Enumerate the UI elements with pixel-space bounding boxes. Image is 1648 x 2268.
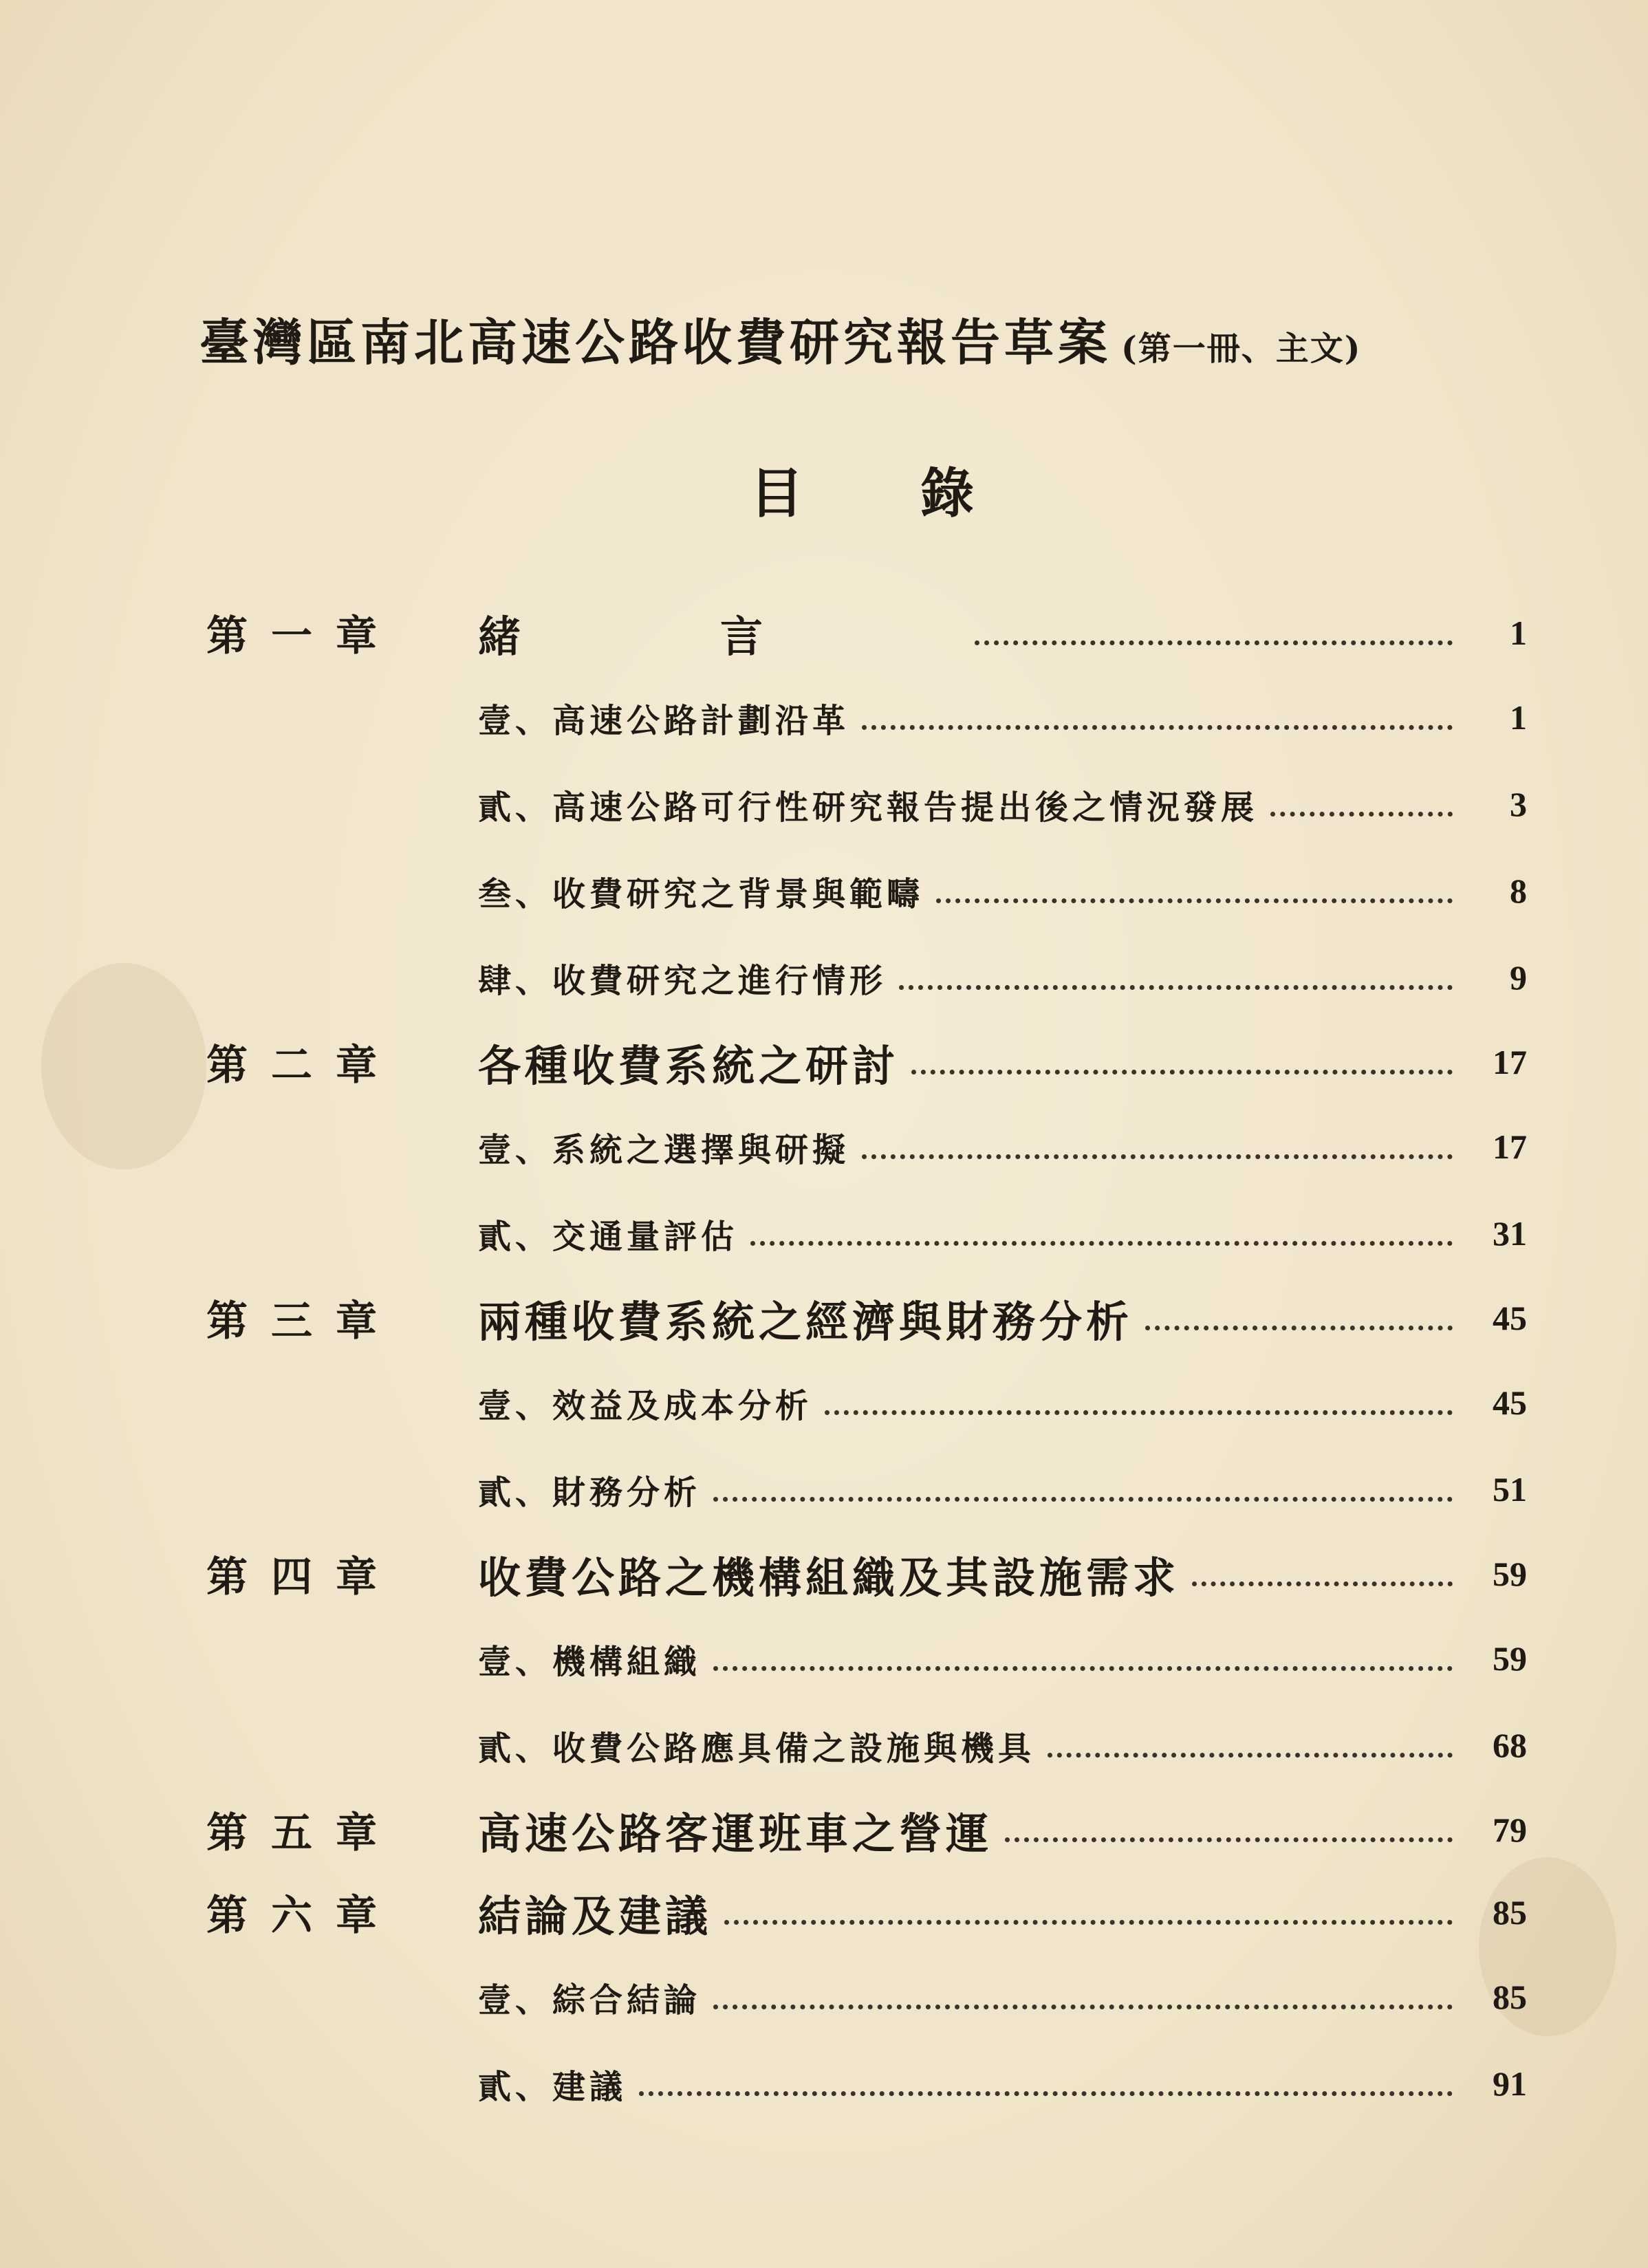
chapter-number: 第一章 [206, 612, 400, 660]
toc-entry-title: 壹、系統之選擇與研擬 [478, 1130, 850, 1169]
table-of-contents [206, 592, 1527, 2127]
dot-leader [1005, 1837, 1453, 1842]
page-number: 1 [1510, 698, 1527, 737]
toc-section-row [206, 934, 1527, 1021]
toc-entry [478, 1974, 1465, 2021]
page-number: 8 [1510, 872, 1527, 910]
toc-entry [478, 1123, 1465, 1171]
toc-entry-title: 貳、財務分析 [478, 1473, 702, 1512]
toc-entry-title: 貳、收費公路應具備之設施與機具 [478, 1729, 1036, 1768]
toc-entry-title: 貳、交通量評估 [478, 1217, 739, 1256]
page-number: 51 [1493, 1470, 1527, 1509]
page-number: 91 [1493, 2064, 1527, 2103]
toc-heading: 目錄 [750, 462, 1092, 525]
toc-entry-title: 收費公路之機構組織及其設施需求 [478, 1552, 1180, 1603]
page-number: 59 [1493, 1555, 1527, 1593]
page-number: 85 [1493, 1978, 1527, 2016]
toc-section-row [206, 2040, 1527, 2127]
dot-leader [639, 2091, 1453, 2096]
toc-section-row [206, 1615, 1527, 1702]
dot-leader [911, 1070, 1453, 1074]
toc-entry-title: 兩種收費系統之經濟與財務分析 [478, 1296, 1134, 1347]
dot-leader [713, 2005, 1453, 2009]
toc-entry-title: 各種收費系統之研討 [478, 1040, 900, 1091]
paper-stain [41, 963, 206, 1169]
dot-leader [936, 898, 1453, 903]
chapter-number: 第六章 [206, 1892, 400, 1940]
page-number: 17 [1493, 1127, 1527, 1166]
title-main: 臺灣區南北高速公路收費研究報告草案 [199, 313, 1112, 371]
toc-entry-title: 壹、綜合結論 [478, 1980, 702, 2020]
toc-entry [478, 1722, 1465, 1769]
toc-entry-title: 貳、高速公路可行性研究報告提出後之情況發展 [478, 788, 1259, 827]
document-title [199, 303, 1541, 374]
toc-entry-title: 壹、高速公路計劃沿革 [478, 701, 850, 740]
page-number: 1 [1510, 614, 1527, 652]
chapter-number: 第二章 [206, 1041, 400, 1090]
toc-section-row [206, 1359, 1527, 1446]
title-subtitle: (第一冊、主文) [1121, 330, 1362, 368]
toc-entry [478, 867, 1465, 915]
dot-leader [1192, 1581, 1453, 1586]
toc-section-row [206, 1190, 1527, 1277]
toc-entry-title: 貳、建議 [478, 2067, 627, 2106]
toc-section-row [206, 1702, 1527, 1789]
toc-entry [478, 1210, 1465, 1257]
chapter-number: 第五章 [206, 1809, 400, 1857]
page-number: 79 [1493, 1811, 1527, 1849]
toc-entry [478, 1882, 1465, 1943]
toc-entry [478, 1800, 1465, 1861]
page-number: 85 [1493, 1893, 1527, 1932]
dot-leader [862, 725, 1453, 730]
toc-entry [478, 1544, 1465, 1605]
toc-entry-title: 緒言 [478, 611, 963, 662]
chapter-number: 第三章 [206, 1297, 400, 1346]
toc-section-row [206, 847, 1527, 934]
toc-chapter-row [206, 1789, 1527, 1871]
dot-leader [825, 1410, 1453, 1415]
toc-entry [478, 2060, 1465, 2108]
dot-leader [750, 1241, 1453, 1246]
page-number: 45 [1493, 1383, 1527, 1422]
dot-leader [975, 640, 1453, 645]
toc-entry [478, 954, 1465, 1002]
toc-chapter-row [206, 1021, 1527, 1103]
dot-leader [1048, 1753, 1453, 1758]
toc-entry-title: 壹、機構組織 [478, 1642, 702, 1681]
toc-entry-title: 叁、收費研究之背景與範疇 [478, 874, 924, 914]
toc-entry-title: 肆、收費研究之進行情形 [478, 961, 887, 1000]
toc-entry [478, 781, 1465, 828]
page-number: 59 [1493, 1639, 1527, 1678]
dot-leader [862, 1154, 1453, 1159]
dot-leader [724, 1920, 1453, 1925]
toc-chapter-row [206, 592, 1527, 674]
toc-entry [478, 694, 1465, 742]
dot-leader [1270, 812, 1453, 817]
dot-leader [1145, 1326, 1453, 1330]
toc-entry [478, 1466, 1465, 1513]
toc-entry [478, 1379, 1465, 1427]
dot-leader [899, 985, 1453, 990]
toc-section-row [206, 674, 1527, 761]
toc-entry [478, 1032, 1465, 1093]
toc-section-row [206, 1446, 1527, 1533]
toc-chapter-row [206, 1871, 1527, 1954]
chapter-number: 第四章 [206, 1553, 400, 1601]
toc-section-row [206, 761, 1527, 847]
toc-entry [478, 603, 1465, 664]
page-number: 31 [1493, 1214, 1527, 1253]
toc-section-row [206, 1103, 1527, 1190]
page-number: 3 [1510, 785, 1527, 823]
toc-entry-title: 結論及建議 [478, 1890, 713, 1941]
dot-leader [713, 1497, 1453, 1502]
page-number: 17 [1493, 1043, 1527, 1081]
page-number: 9 [1510, 958, 1527, 997]
toc-entry-title: 高速公路客運班車之營運 [478, 1808, 993, 1859]
toc-chapter-row [206, 1533, 1527, 1615]
toc-entry [478, 1288, 1465, 1349]
toc-entry-title: 壹、效益及成本分析 [478, 1386, 813, 1425]
toc-section-row [206, 1954, 1527, 2040]
page-number: 68 [1493, 1726, 1527, 1764]
toc-entry [478, 1635, 1465, 1683]
toc-chapter-row [206, 1277, 1527, 1359]
dot-leader [713, 1666, 1453, 1671]
page-number: 45 [1493, 1299, 1527, 1337]
